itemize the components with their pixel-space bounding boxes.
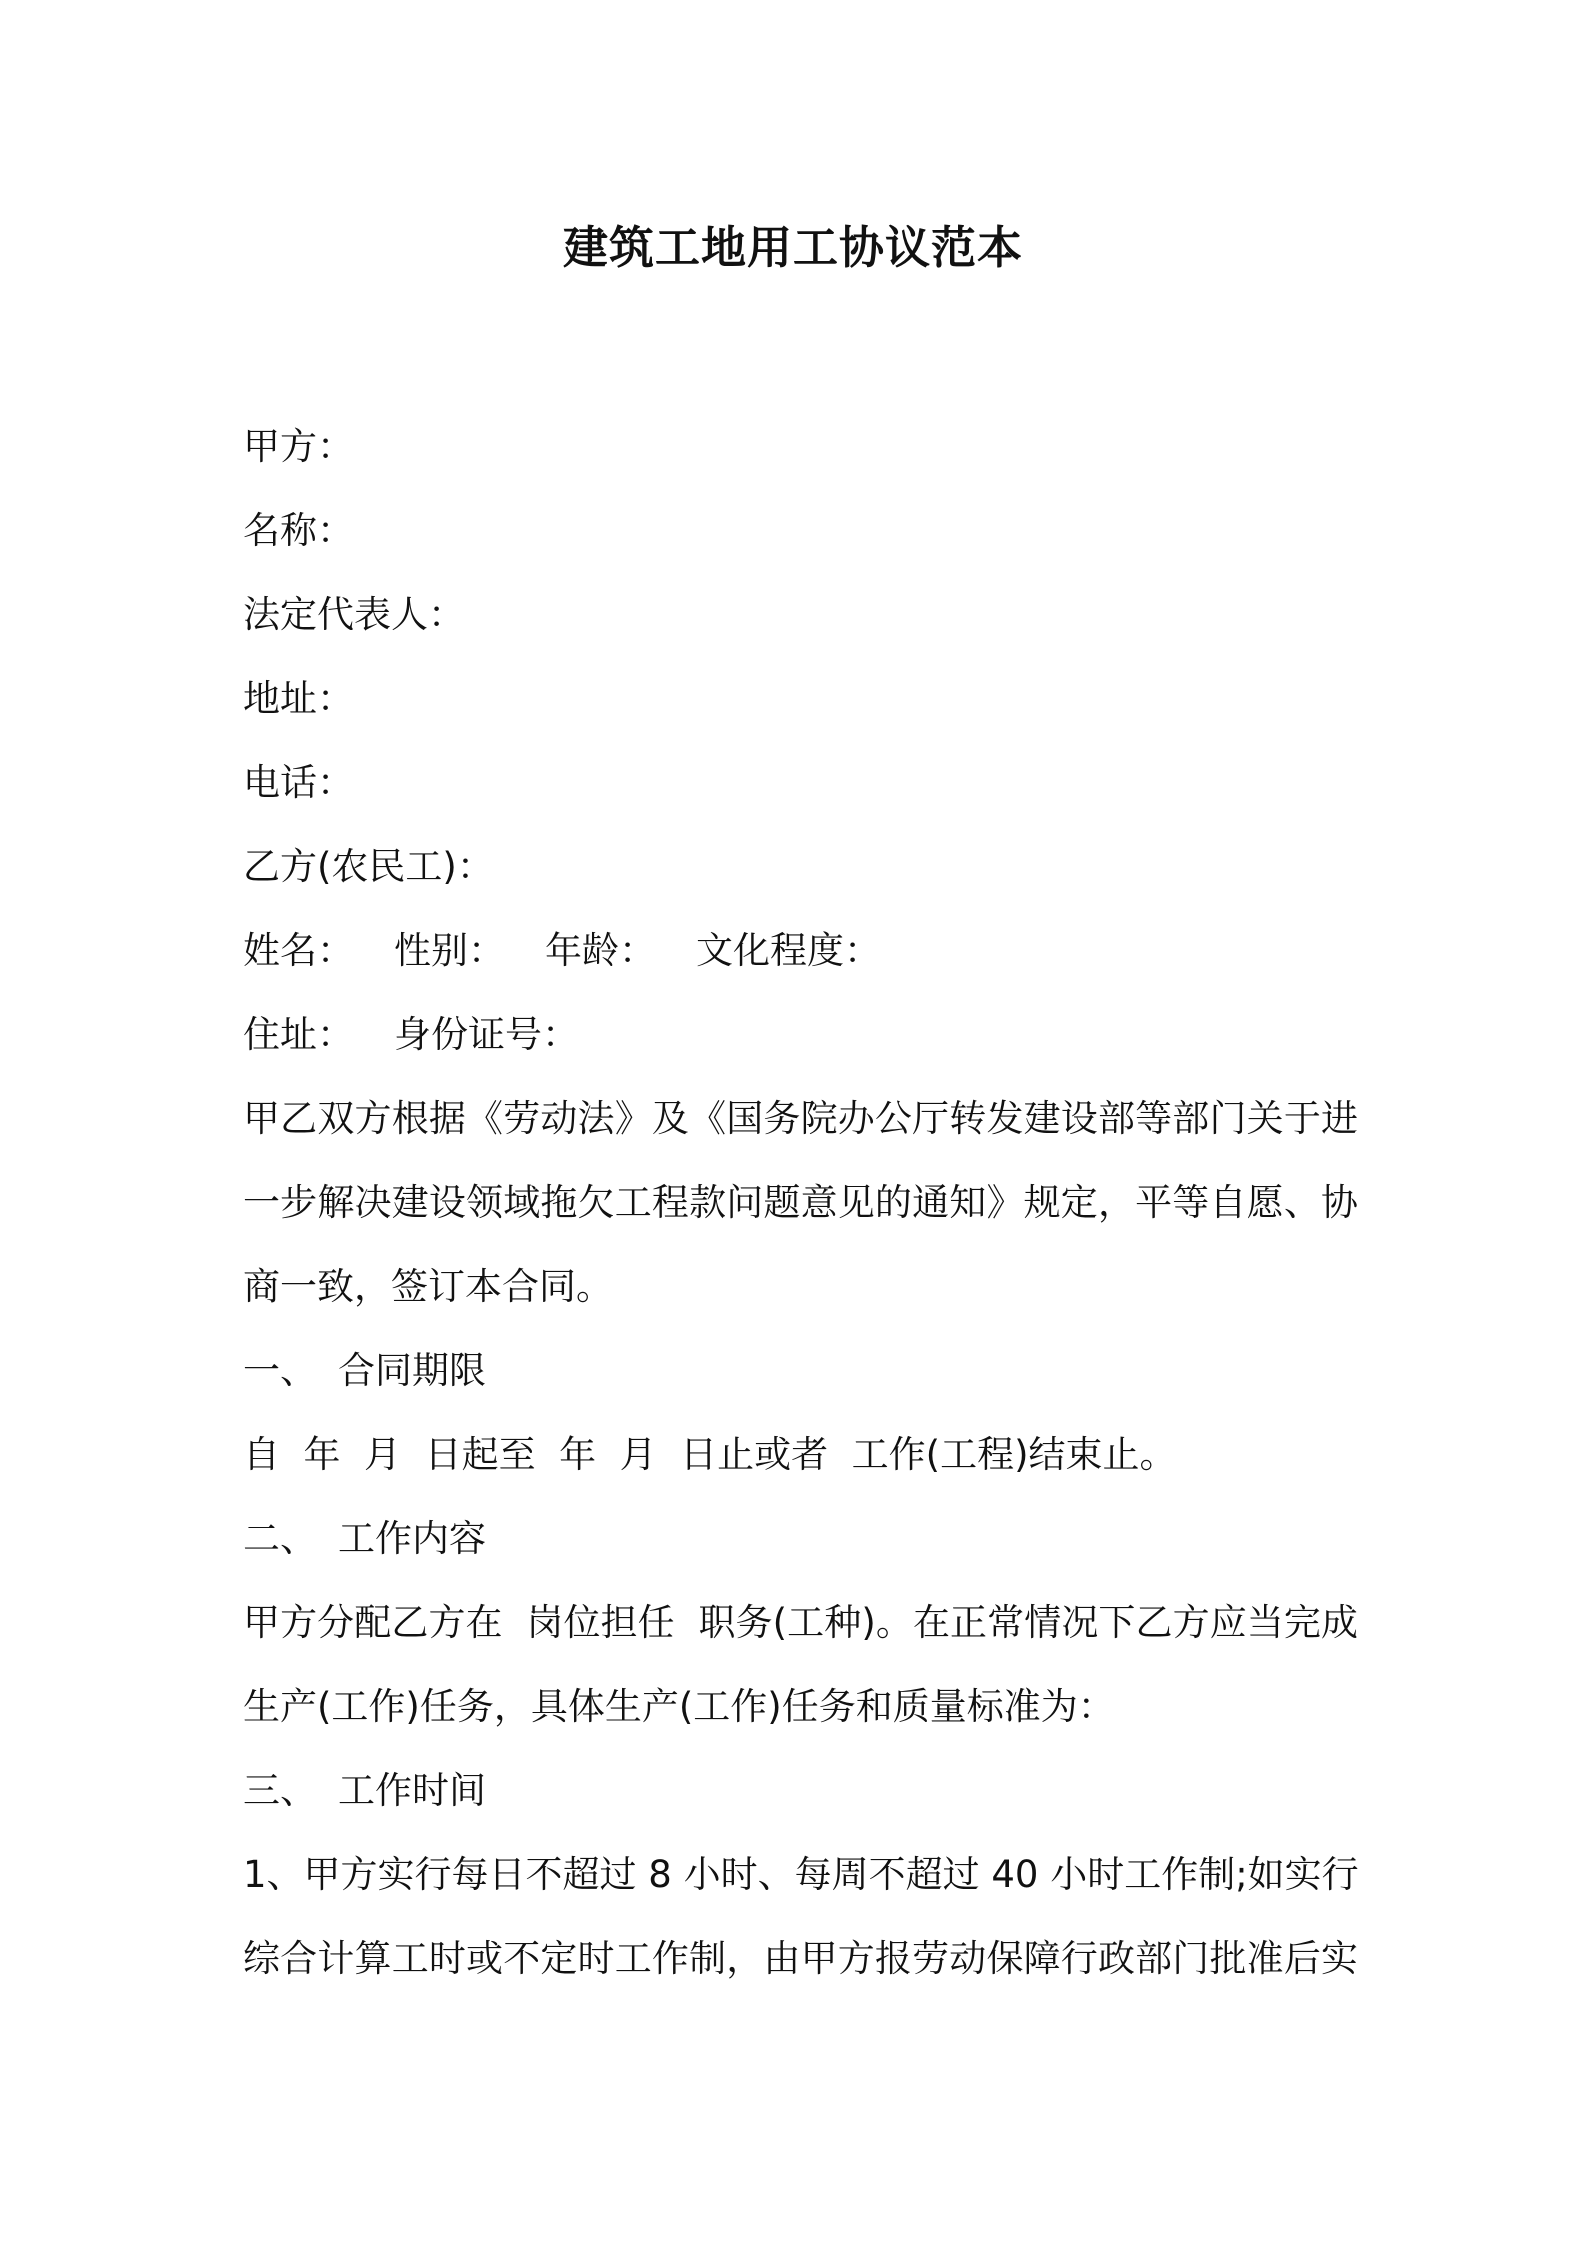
intro-line: 一步解决建设领域拖欠工程款问题意见的通知》规定，平等自愿、协 (243, 1181, 1358, 1224)
section-heading-term (243, 1329, 1358, 1413)
party-b-age-field: 年龄： (545, 929, 656, 972)
section-working-hours-paragraph (243, 1833, 1358, 2001)
party-b-personal-info-row (243, 909, 1358, 993)
section-heading-work-content (243, 1497, 1358, 1581)
party-b-label: 乙方(农民工)： (243, 845, 494, 888)
section-work-content-line: 甲方分配乙方在 岗位担任 职务(工种)。在正常情况下乙方应当完成 (243, 1601, 1358, 1644)
party-a-address-field: 地址： (243, 677, 354, 720)
section-heading-working-hours (243, 1749, 1358, 1833)
section-number: 一、 (243, 1349, 317, 1392)
party-b-name-field: 姓名： (243, 929, 354, 972)
intro-line: 商一致，签订本合同。 (243, 1265, 613, 1308)
party-b-id-number-field: 身份证号： (394, 1013, 579, 1056)
party-a-label: 甲方： (243, 425, 354, 468)
section-number: 二、 (243, 1517, 317, 1560)
party-a-name-field: 名称： (243, 509, 354, 552)
section-work-content-line: 生产(工作)任务，具体生产(工作)任务和质量标准为： (243, 1685, 1115, 1728)
section-term-text: 自 年 月 日起至 年 月 日止或者 工作(工程)结束止。 (243, 1433, 1177, 1476)
party-b-education-field: 文化程度： (696, 929, 881, 972)
section-working-hours-line: 综合计算工时或不定时工作制，由甲方报劳动保障行政部门批准后实 (243, 1937, 1358, 1980)
section-working-hours-line: 1、甲方实行每日不超过 8 小时、每周不超过 40 小时工作制;如实行 (243, 1853, 1359, 1896)
party-a-phone-field: 电话： (243, 761, 354, 804)
intro-paragraph (243, 1077, 1358, 1329)
party-b-gender-field: 性别： (394, 929, 505, 972)
section-title: 合同期限 (338, 1349, 486, 1392)
document-body (243, 405, 1358, 2001)
party-b-address-id-row (243, 993, 1358, 1077)
section-title: 工作内容 (338, 1517, 486, 1560)
section-number: 三、 (243, 1769, 317, 1812)
intro-line: 甲乙双方根据《劳动法》及《国务院办公厅转发建设部等部门关于进 (243, 1097, 1358, 1140)
party-a-legal-rep-field: 法定代表人： (243, 593, 465, 636)
section-work-content-paragraph (243, 1581, 1358, 1749)
party-b-residence-field: 住址： (243, 1013, 354, 1056)
section-title: 工作时间 (338, 1769, 486, 1812)
document-title: 建筑工地用工协议范本 (562, 221, 1023, 274)
